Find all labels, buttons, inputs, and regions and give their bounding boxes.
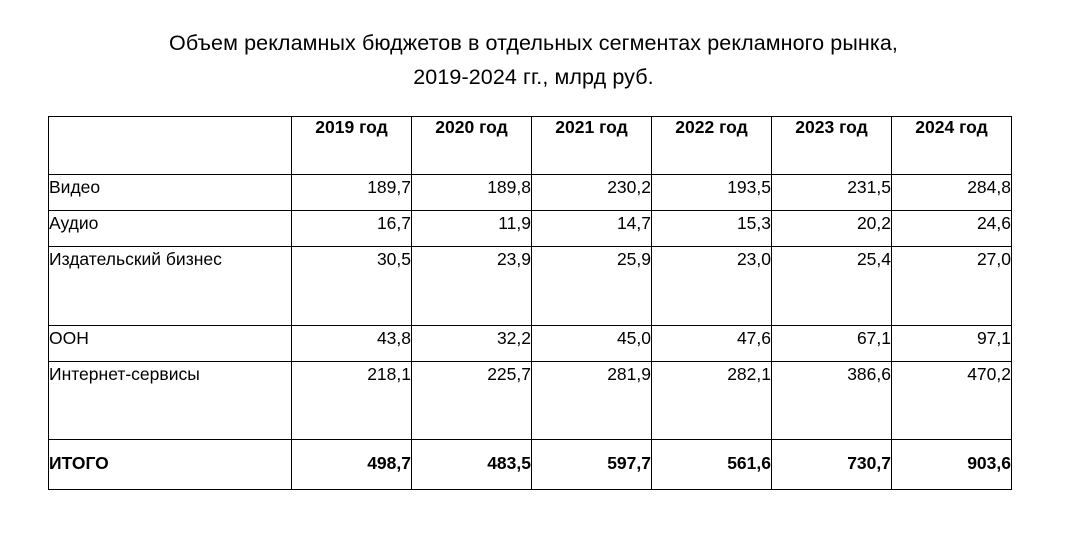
page-title-line-2: 2019-2024 гг., млрд руб. — [413, 65, 654, 89]
table-header-row — [49, 117, 1012, 175]
cell-internet-services-2019: 218,1 — [292, 362, 412, 440]
cell-publishing-2023: 25,4 — [772, 247, 892, 326]
column-header-2020: 2020 год — [412, 117, 532, 175]
ad-budgets-table — [48, 116, 1012, 490]
cell-audio-2023: 20,2 — [772, 211, 892, 247]
cell-video-2023: 231,5 — [772, 175, 892, 211]
cell-total-2024: 903,6 — [892, 440, 1012, 490]
cell-oon-2020: 32,2 — [412, 326, 532, 362]
row-label-publishing: Издательский бизнес — [49, 247, 292, 326]
cell-publishing-2022: 23,0 — [652, 247, 772, 326]
page-title-line-1: Объем рекламных бюджетов в отдельных сегментах рекламного рынка, — [169, 31, 898, 55]
table-row-total — [49, 440, 1012, 490]
cell-total-2022: 561,6 — [652, 440, 772, 490]
table-corner-header — [49, 117, 292, 175]
cell-publishing-2021: 25,9 — [532, 247, 652, 326]
row-label-oon: ООН — [49, 326, 292, 362]
column-header-2024: 2024 год — [892, 117, 1012, 175]
cell-oon-2021: 45,0 — [532, 326, 652, 362]
cell-total-2023: 730,7 — [772, 440, 892, 490]
cell-publishing-2024: 27,0 — [892, 247, 1012, 326]
cell-video-2021: 230,2 — [532, 175, 652, 211]
cell-oon-2023: 67,1 — [772, 326, 892, 362]
cell-oon-2019: 43,8 — [292, 326, 412, 362]
cell-internet-services-2020: 225,7 — [412, 362, 532, 440]
cell-publishing-2019: 30,5 — [292, 247, 412, 326]
row-label-video: Видео — [49, 175, 292, 211]
cell-audio-2019: 16,7 — [292, 211, 412, 247]
cell-video-2020: 189,8 — [412, 175, 532, 211]
cell-video-2022: 193,5 — [652, 175, 772, 211]
cell-video-2024: 284,8 — [892, 175, 1012, 211]
cell-oon-2024: 97,1 — [892, 326, 1012, 362]
column-header-2021: 2021 год — [532, 117, 652, 175]
table-row — [49, 211, 1012, 247]
cell-internet-services-2024: 470,2 — [892, 362, 1012, 440]
row-label-audio: Аудио — [49, 211, 292, 247]
cell-total-2021: 597,7 — [532, 440, 652, 490]
cell-internet-services-2021: 281,9 — [532, 362, 652, 440]
cell-audio-2022: 15,3 — [652, 211, 772, 247]
row-label-internet-services: Интернет-сервисы — [49, 362, 292, 440]
table-row — [49, 362, 1012, 440]
table-container — [0, 116, 1067, 490]
table-row — [49, 247, 1012, 326]
cell-video-2019: 189,7 — [292, 175, 412, 211]
table-row — [49, 326, 1012, 362]
column-header-2022: 2022 год — [652, 117, 772, 175]
row-label-total: ИТОГО — [49, 440, 292, 490]
column-header-2019: 2019 год — [292, 117, 412, 175]
cell-internet-services-2022: 282,1 — [652, 362, 772, 440]
cell-publishing-2020: 23,9 — [412, 247, 532, 326]
cell-audio-2021: 14,7 — [532, 211, 652, 247]
cell-internet-services-2023: 386,6 — [772, 362, 892, 440]
table-row — [49, 175, 1012, 211]
cell-total-2020: 483,5 — [412, 440, 532, 490]
page-title — [0, 0, 1067, 94]
cell-audio-2020: 11,9 — [412, 211, 532, 247]
cell-oon-2022: 47,6 — [652, 326, 772, 362]
cell-total-2019: 498,7 — [292, 440, 412, 490]
column-header-2023: 2023 год — [772, 117, 892, 175]
cell-audio-2024: 24,6 — [892, 211, 1012, 247]
